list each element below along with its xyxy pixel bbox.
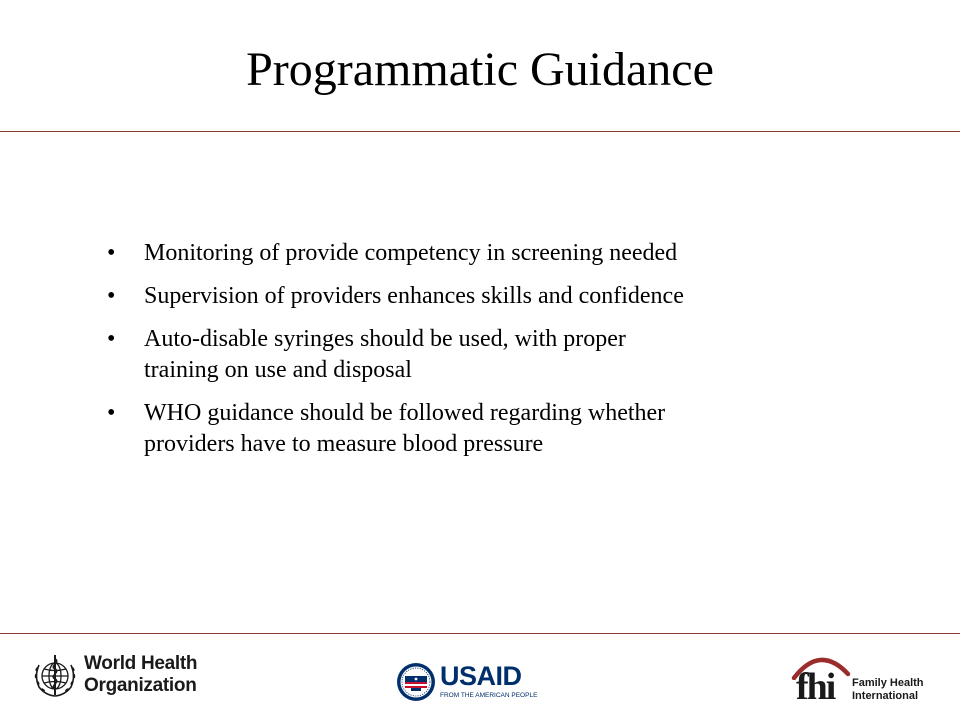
who-logo [30, 650, 200, 704]
fhi-logo [790, 650, 940, 710]
who-name [84, 653, 197, 697]
who-name-line-1: World Health [84, 653, 198, 674]
bullet-marker: • [107, 400, 116, 426]
bullet-item [107, 281, 887, 312]
bullet-list [107, 238, 887, 472]
who-emblem-icon [30, 651, 80, 701]
bullet-item [107, 238, 887, 269]
fhi-name [852, 677, 924, 703]
fhi-mark: fhi [796, 666, 835, 708]
who-name-line-2: Organization [84, 675, 197, 696]
usaid-tagline: FROM THE AMERICAN PEOPLE [440, 692, 538, 699]
bullet-text: Supervision of providers enhances skills and confidence [144, 283, 684, 309]
bullet-text-line-1: Auto-disable syringes should be used, with proper [144, 326, 626, 352]
usaid-wordmark: USAID [440, 661, 522, 691]
bullet-marker: • [107, 283, 116, 309]
bullet-item [107, 324, 887, 386]
footer-divider [0, 633, 960, 634]
bullet-text-line-2: training on use and disposal [144, 357, 412, 383]
usaid-logo [396, 660, 536, 706]
bullet-text-line-1: WHO guidance should be followed regarding whether [144, 400, 666, 426]
bullet-text-line-2: providers have to measure blood pressure [144, 431, 544, 457]
bullet-marker: • [107, 240, 116, 266]
fhi-name-line-1: Family Health [852, 677, 924, 689]
fhi-name-line-2: International [852, 690, 919, 702]
slide-title: Programmatic Guidance [246, 43, 714, 96]
bullet-marker: • [107, 326, 116, 352]
title-divider [0, 131, 960, 132]
usaid-seal-icon [396, 662, 436, 702]
bullet-text: Monitoring of provide competency in screening needed [144, 240, 678, 266]
bullet-item [107, 398, 887, 460]
